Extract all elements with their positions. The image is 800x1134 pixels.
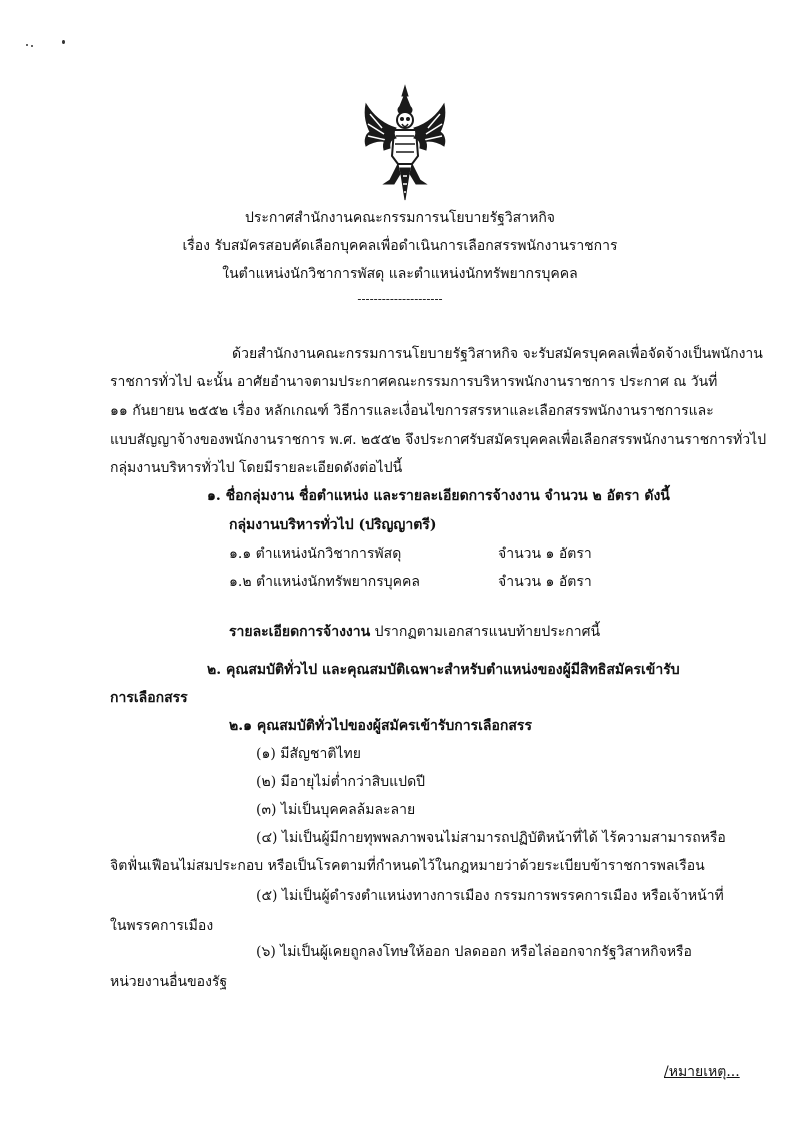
- qualification-4: (๔) ไม่เป็นผู้มีกายทุพพลภาพจนไม่สามารถปฏิบัติหน้าที่ได้ ไร้ความสามารถหรือ: [256, 830, 726, 846]
- employment-detail: [229, 624, 600, 641]
- section-2-heading-cont: การเลือกสรร: [110, 690, 188, 706]
- announcement-positions: ในตำแหน่งนักวิชาการพัสดุ และตำแหน่งนักทรัพยากรบุคคล: [222, 266, 578, 282]
- position-1-name: ๑.๑ ตำแหน่งนักวิชาการพัสดุ: [229, 546, 402, 562]
- scan-speck: [62, 40, 65, 44]
- employment-detail-label: รายละเอียดการจ้างงาน: [229, 624, 371, 640]
- position-1-count: จำนวน ๑ อัตรา: [498, 546, 592, 562]
- scan-speck: [26, 44, 28, 46]
- garuda-emblem: [360, 84, 450, 204]
- continuation-note: /หมายเหตุ...: [664, 1064, 740, 1080]
- section-1-group: กลุ่มงานบริหารทั่วไป (ปริญญาตรี): [229, 517, 437, 533]
- intro-line-3: ๑๑ กันยายน ๒๕๕๒ เรื่อง หลักเกณฑ์ วิธีการและเงื่อนไขการสรรหาและเลือกสรรพนักงานราชการและ: [110, 403, 714, 419]
- scan-speck: [31, 45, 33, 47]
- position-2-name: ๑.๒ ตำแหน่งนักทรัพยากรบุคคล: [229, 574, 420, 590]
- section-2-heading: ๒. คุณสมบัติทั่วไป และคุณสมบัติเฉพาะสำหรับตำแหน่งของผู้มีสิทธิสมัครเข้ารับ: [207, 662, 680, 678]
- announcement-title: ประกาศสำนักงานคณะกรรมการนโยบายรัฐวิสาหกิจ: [244, 210, 555, 226]
- intro-line-5: กลุ่มงานบริหารทั่วไป โดยมีรายละเอียดดังต่อไปนี้: [110, 460, 403, 476]
- qualification-5: (๕) ไม่เป็นผู้ดำรงตำแหน่งทางการเมือง กรรมการพรรคการเมือง หรือเจ้าหน้าที่: [256, 888, 724, 904]
- intro-line-1: ด้วยสำนักงานคณะกรรมการนโยบายรัฐวิสาหกิจ จะรับสมัครบุคคลเพื่อจัดจ้างเป็นพนักงาน: [232, 346, 763, 362]
- employment-detail-text: ปรากฏตามเอกสารแนบท้ายประกาศนี้: [370, 624, 601, 640]
- qualification-2: (๒) มีอายุไม่ต่ำกว่าสิบแปดปี: [256, 774, 426, 790]
- qualification-3: (๓) ไม่เป็นบุคคลล้มละลาย: [256, 802, 416, 818]
- header-divider: ---------------------: [357, 292, 443, 306]
- qualification-6-cont: หน่วยงานอื่นของรัฐ: [110, 974, 228, 990]
- position-2-count: จำนวน ๑ อัตรา: [498, 574, 592, 590]
- qualification-1: (๑) มีสัญชาติไทย: [256, 746, 361, 762]
- section-1-heading: ๑. ชื่อกลุ่มงาน ชื่อตำแหน่ง และรายละเอียดการจ้างงาน จำนวน ๒ อัตรา ดังนี้: [207, 488, 670, 504]
- intro-line-2: ราชการทั่วไป ฉะนั้น อาศัยอำนาจตามประกาศคณะกรรมการบริหารพนักงานราชการ ประกาศ ณ วันที่: [110, 374, 718, 390]
- qualification-5-cont: ในพรรคการเมือง: [110, 918, 214, 934]
- qualification-4-cont: จิตฟั่นเฟือนไม่สมประกอบ หรือเป็นโรคตามที่กำหนดไว้ในกฎหมายว่าด้วยระเบียบข้าราชการพลเรือน: [110, 858, 705, 874]
- section-2-1-heading: ๒.๑ คุณสมบัติทั่วไปของผู้สมัครเข้ารับการเลือกสรร: [229, 718, 532, 734]
- intro-line-4: แบบสัญญาจ้างของพนักงานราชการ พ.ศ. ๒๕๕๒ จึงประกาศรับสมัครบุคคลเพื่อเลือกสรรพนักงานราชการทั่วไป: [110, 432, 767, 448]
- qualification-6: (๖) ไม่เป็นผู้เคยถูกลงโทษให้ออก ปลดออก หรือไล่ออกจากรัฐวิสาหกิจหรือ: [256, 944, 692, 960]
- announcement-subject: เรื่อง รับสมัครสอบคัดเลือกบุคคลเพื่อดำเนินการเลือกสรรพนักงานราชการ: [182, 238, 618, 254]
